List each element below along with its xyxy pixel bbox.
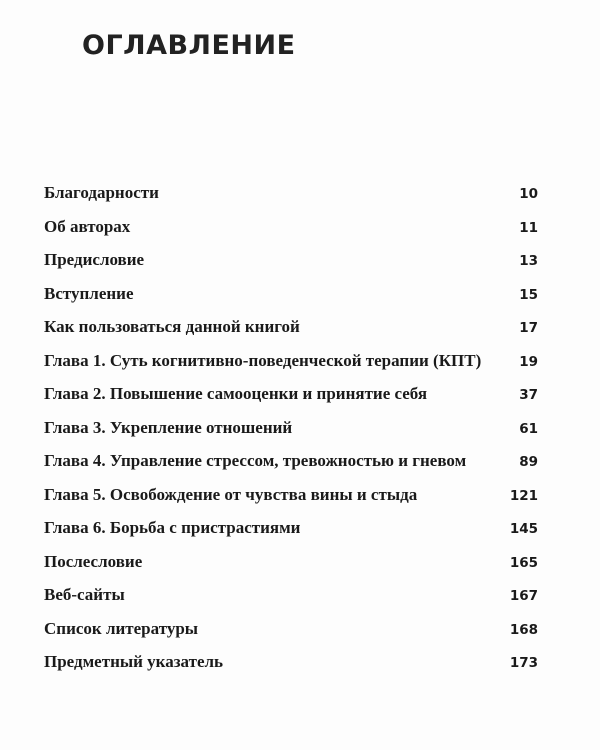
toc-entry-page: 13: [519, 253, 538, 269]
toc-entry-label: Вступление: [44, 283, 134, 303]
toc-entry-page: 37: [519, 387, 538, 403]
toc-entry-label: Об авторах: [44, 216, 131, 236]
toc-entry-page: 168: [509, 621, 538, 638]
toc-entry: [44, 612, 538, 646]
toc-entry: [44, 377, 538, 411]
table-of-contents: [44, 176, 538, 679]
toc-entry-page: 61: [519, 420, 538, 437]
toc-entry-page: 15: [519, 286, 538, 303]
toc-entry-page: 19: [519, 353, 538, 370]
toc-entry: [44, 578, 538, 612]
toc-entry: [44, 478, 538, 512]
page-title: ОГЛАВЛЕНИЕ: [82, 30, 296, 61]
toc-entry: [44, 277, 538, 311]
toc-entry-label: Веб-сайты: [44, 585, 125, 604]
toc-entry: [44, 210, 538, 244]
toc-entry-label: Глава 1. Суть когнитивно-поведенческой терапии (КПТ): [44, 350, 482, 370]
toc-entry: [44, 310, 538, 344]
toc-entry: [44, 645, 538, 679]
toc-entry-page: 121: [509, 487, 538, 504]
toc-entry: [44, 545, 538, 579]
toc-entry-label: Глава 2. Повышение самооценки и принятие себя: [44, 384, 428, 403]
toc-entry-page: 89: [519, 454, 538, 470]
toc-entry-label: Глава 5. Освобождение от чувства вины и стыда: [44, 484, 418, 504]
toc-entry-page: 17: [519, 320, 538, 336]
toc-entry: [44, 176, 538, 210]
toc-entry: [44, 511, 538, 545]
toc-entry-label: Послесловие: [44, 551, 143, 571]
toc-entry-page: 145: [509, 521, 538, 537]
toc-entry-page: 173: [509, 655, 538, 671]
toc-entry-page: 165: [509, 554, 538, 571]
toc-entry: [44, 344, 538, 378]
toc-entry-page: 167: [509, 588, 538, 604]
toc-entry: [44, 444, 538, 478]
toc-entry-label: Глава 6. Борьба с пристрастиями: [44, 518, 301, 537]
toc-entry-page: 10: [519, 186, 538, 202]
toc-entry-label: Благодарности: [44, 183, 159, 202]
toc-entry: [44, 411, 538, 445]
toc-entry-label: Глава 4. Управление стрессом, тревожностью и гневом: [44, 451, 467, 470]
toc-entry-label: Предметный указатель: [44, 652, 224, 671]
toc-entry-label: Как пользоваться данной книгой: [44, 317, 300, 336]
toc-entry-page: 11: [519, 219, 538, 236]
toc-entry-label: Предисловие: [44, 250, 145, 269]
toc-entry-label: Глава 3. Укрепление отношений: [44, 417, 293, 437]
toc-entry-label: Список литературы: [44, 618, 199, 638]
toc-entry: [44, 243, 538, 277]
